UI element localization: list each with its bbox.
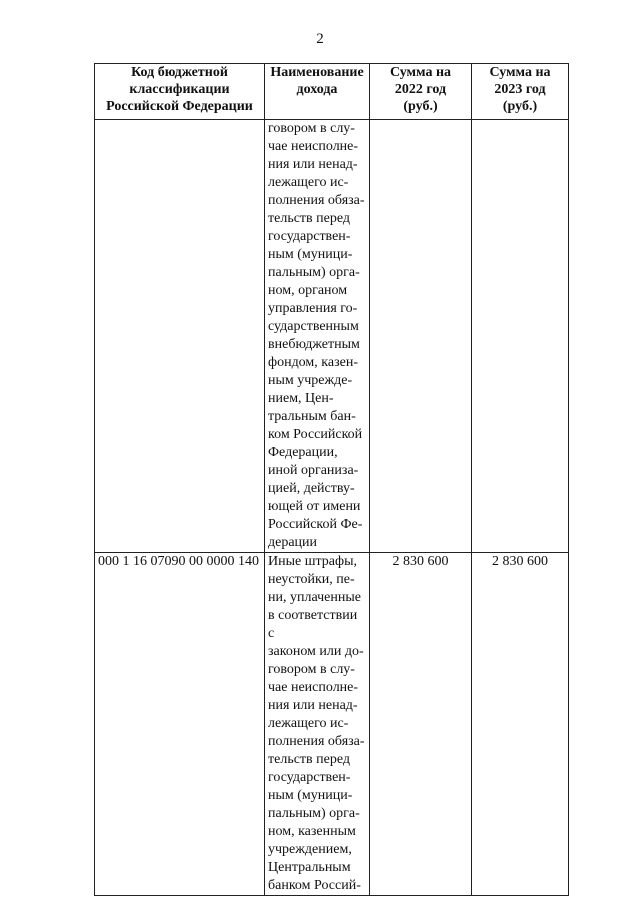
revenue-table — [94, 63, 569, 896]
header-sum-2022: Сумма на 2022 год (руб.) — [370, 64, 472, 120]
header-sum-2023: Сумма на 2023 год (руб.) — [472, 64, 569, 120]
cell-sum-2022: 2 830 600 — [370, 553, 472, 896]
header-budget-code: Код бюджетной классификации Российской Федерации — [95, 64, 265, 120]
cell-sum-2023: 2 830 600 — [472, 553, 569, 896]
table-row — [95, 120, 569, 553]
cell-revenue-name: говором в слу- чае неисполне- ния или ненад- лежащего ис- полнения обяза- тельств перед государствен- ным (муници- пальным) орга- ном, органом управления го- сударственным внебюджетным фондом, казен- ным учрежде- нием, Цен- тральным бан- ком Российской Федерации, иной организа- цией, действу- ющей от имени Российской Фе- дерации — [265, 120, 370, 553]
table-row — [95, 553, 569, 896]
cell-revenue-name: Иные штрафы, неустойки, пе- ни, уплаченные в соответствии с законом или до- говором в слу- чае неисполне- ния или ненад- лежащего ис- полнения обяза- тельств перед государствен- ным (муници- пальным) орга- ном, казенным учреждением, Центральным банком Россий- — [265, 553, 370, 896]
table-header-row — [95, 64, 569, 120]
cell-sum-2022 — [370, 120, 472, 553]
page-number: 2 — [316, 31, 324, 47]
cell-budget-code — [95, 120, 265, 553]
cell-budget-code: 000 1 16 07090 00 0000 140 — [95, 553, 265, 896]
cell-sum-2023 — [472, 120, 569, 553]
header-revenue-name: Наименование дохода — [265, 64, 370, 120]
